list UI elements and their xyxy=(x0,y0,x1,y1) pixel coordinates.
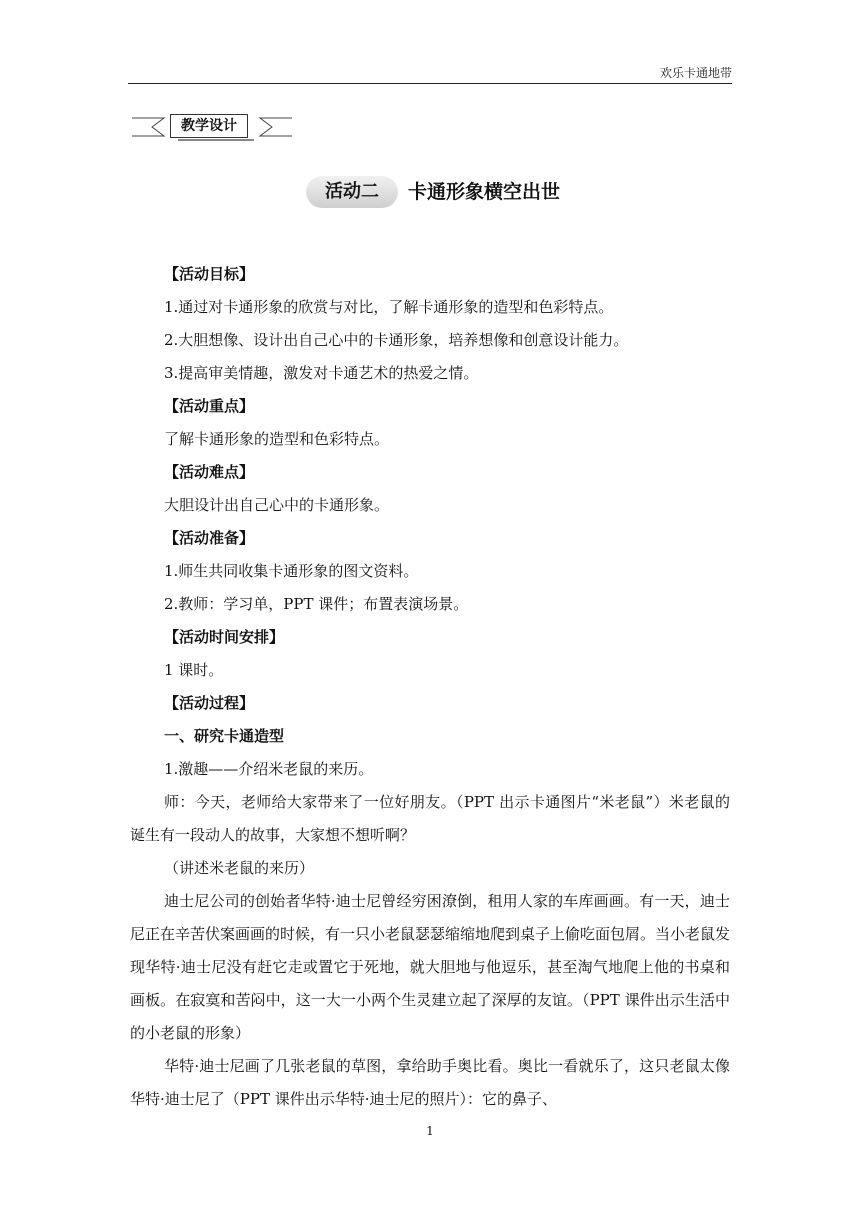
heading-key: 【活动重点】 xyxy=(164,397,255,415)
heading-process: 【活动过程】 xyxy=(164,694,255,712)
body-paragraph: 迪士尼公司的创始者华特·迪士尼曾经穷困潦倒，租用人家的车库画画。有一天，迪士尼正在辛苦伏案画画的时候，有一只小老鼠瑟瑟缩缩地爬到桌子上偷吃面包屑。当小老鼠发现华特·迪士尼没有赶它走或置它于死地，就大胆地与他逗乐，甚至淘气地爬上他的书桌和画板。在寂寞和苦闷中，这一大一小两个生灵建立起了深厚的友谊。（PPT 课件出示生活中的小老鼠的形象） xyxy=(130,892,731,1042)
heading-time: 【活动时间安排】 xyxy=(164,628,285,646)
step-item: 1.激趣——介绍米老鼠的来历。 xyxy=(164,760,374,778)
goal-item: 2.大胆想像、设计出自己心中的卡通形象，培养想像和创意设计能力。 xyxy=(164,331,629,349)
body-paragraph: （讲述米老鼠的来历） xyxy=(164,859,315,877)
prep-item: 2.教师：学习单，PPT 课件；布置表演场景。 xyxy=(164,595,469,613)
key-text: 了解卡通形象的造型和色彩特点。 xyxy=(164,430,390,448)
activity-title: 卡通形象横空出世 xyxy=(408,181,561,203)
heading-difficulty: 【活动难点】 xyxy=(164,463,255,481)
time-text: 1 课时。 xyxy=(164,661,224,679)
header-rule xyxy=(128,83,732,84)
difficulty-text: 大胆设计出自己心中的卡通形象。 xyxy=(164,496,390,514)
document-body xyxy=(130,258,730,1116)
heading-prep: 【活动准备】 xyxy=(164,529,255,547)
goal-item: 1.通过对卡通形象的欣赏与对比，了解卡通形象的造型和色彩特点。 xyxy=(164,298,614,316)
document-header-title: 欢乐卡通地带 xyxy=(659,66,732,80)
body-paragraph: 华特·迪士尼画了几张老鼠的草图，拿给助手奥比看。奥比一看就乐了，这只老鼠太像华特·迪士尼了（PPT 课件出示华特·迪士尼的照片）：它的鼻子、 xyxy=(130,1057,730,1108)
section-ribbon-label: 教学设计 xyxy=(170,114,248,138)
prep-item: 1.师生共同收集卡通形象的图文资料。 xyxy=(164,562,419,580)
goal-item: 3.提高审美情趣，激发对卡通艺术的热爱之情。 xyxy=(164,364,479,382)
heading-goals: 【活动目标】 xyxy=(164,265,255,283)
body-paragraph: 师：今天，老师给大家带来了一位好朋友。（PPT 出示卡通图片“米老鼠”）米老鼠的诞生有一段动人的故事，大家想不想听啊？ xyxy=(130,793,730,844)
step-heading: 一、研究卡通造型 xyxy=(164,727,285,745)
page-number: 1 xyxy=(426,1124,434,1138)
activity-tag: 活动二 xyxy=(306,176,398,208)
